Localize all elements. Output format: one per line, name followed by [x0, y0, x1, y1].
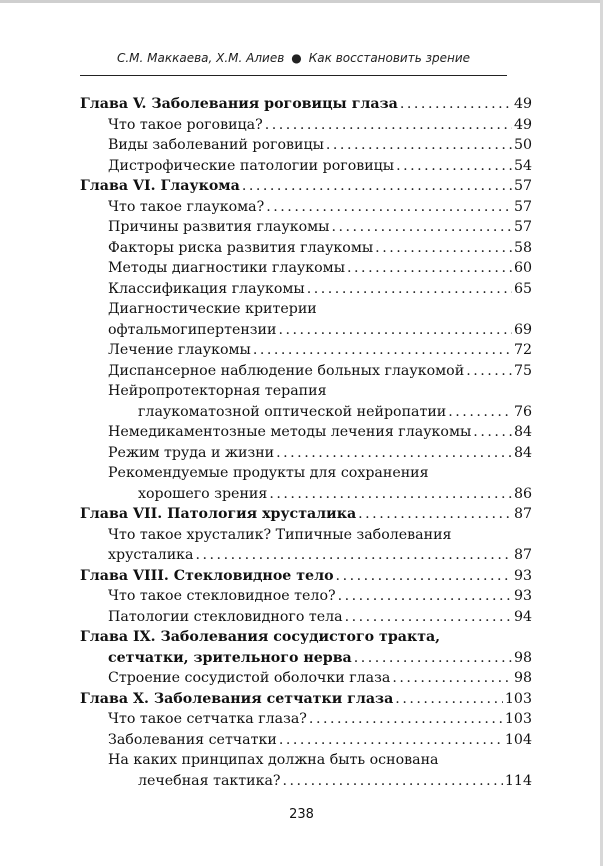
toc-entry — [80, 586, 532, 607]
toc-page-number: 93 — [513, 588, 532, 604]
toc-entry-title: Заболевания сетчатки — [108, 731, 277, 748]
toc-entry — [80, 402, 532, 423]
toc-leader-dots — [473, 422, 512, 443]
toc-page-number: 49 — [513, 116, 532, 133]
toc-page-number: 103 — [504, 711, 532, 727]
toc-entry — [80, 443, 532, 464]
toc-page-number: 75 — [513, 362, 532, 379]
toc-page-number: 54 — [513, 157, 532, 174]
toc-page-number: 58 — [513, 239, 532, 256]
toc-entry — [80, 238, 532, 259]
toc-chapter-entry — [80, 504, 532, 525]
toc-page-number: 57 — [513, 178, 532, 194]
toc-page-number: 50 — [513, 137, 532, 153]
toc-entry — [80, 525, 532, 546]
toc-page-number: 114 — [504, 772, 532, 789]
toc-entry — [80, 771, 532, 792]
toc-leader-dots — [278, 320, 511, 341]
toc-entry-title: Что такое сетчатка глаза? — [108, 711, 307, 727]
toc-chapter-entry — [80, 648, 532, 669]
toc-leader-dots — [338, 586, 512, 607]
toc-entry — [80, 730, 532, 751]
toc-entry-title: Что такое хрусталик? Типичные заболевания — [108, 526, 452, 543]
toc-entry-title: лечебная тактика? — [138, 772, 281, 789]
toc-entry-title: хрусталика — [108, 547, 194, 563]
toc-entry-title: Рекомендуемые продукты для сохранения — [108, 465, 429, 481]
toc-entry-title: Методы диагностики глаукомы — [108, 260, 346, 276]
toc-page-number: 60 — [513, 260, 532, 276]
running-header — [80, 51, 507, 65]
toc-leader-dots — [331, 217, 511, 238]
toc-entry-title: Глава IX. Заболевания сосудистого тракта, — [80, 629, 441, 645]
toc-page-number: 69 — [513, 321, 532, 338]
toc-entry — [80, 381, 532, 402]
toc-entry-title: офтальмогипертензии — [108, 321, 277, 338]
toc-page-number: 65 — [513, 280, 532, 297]
toc-entry — [80, 135, 532, 156]
toc-entry-title: Глава VI. Глаукома — [80, 178, 240, 194]
toc-leader-dots — [345, 607, 512, 628]
header-authors: С.М. Маккаева, Х.М. Алиев — [116, 51, 285, 65]
toc-entry — [80, 545, 532, 566]
header-rule — [80, 75, 507, 76]
toc-entry-title: Классификация глаукомы — [108, 280, 305, 297]
toc-leader-dots — [265, 115, 512, 136]
toc-leader-dots — [354, 648, 512, 669]
toc-leader-dots — [276, 443, 512, 464]
toc-leader-dots — [448, 402, 512, 423]
toc-entry-title: Лечение глаукомы — [108, 342, 251, 358]
toc-entry-title: Виды заболеваний роговицы — [108, 137, 324, 153]
header-book-title: Как восстановить зрение — [308, 51, 471, 65]
toc-entry — [80, 750, 532, 771]
toc-chapter-entry — [80, 94, 532, 115]
toc-entry — [80, 607, 532, 628]
toc-leader-dots — [400, 94, 512, 115]
toc-entry-title: хорошего зрения — [138, 485, 268, 502]
toc-page-number: 93 — [513, 567, 532, 584]
toc-chapter-entry — [80, 689, 532, 710]
toc-entry — [80, 217, 532, 238]
toc-entry — [80, 258, 532, 279]
toc-chapter-entry — [80, 176, 532, 197]
toc-leader-dots — [253, 340, 512, 361]
toc-page-number: 87 — [513, 506, 532, 522]
toc-page-number: 98 — [513, 670, 532, 686]
toc-leader-dots — [283, 771, 503, 792]
toc-entry — [80, 115, 532, 136]
toc-entry-title: На каких принципах должна быть основана — [108, 752, 439, 768]
table-of-contents — [80, 94, 532, 791]
toc-entry-title: Глава VIII. Стекловидное тело — [80, 567, 334, 584]
toc-entry-title: Глава V. Заболевания роговицы глаза — [80, 96, 398, 112]
toc-page-number: 98 — [513, 649, 532, 666]
toc-page-number: 57 — [513, 219, 532, 235]
toc-leader-dots — [266, 197, 512, 218]
toc-entry — [80, 709, 532, 730]
toc-page-number: 57 — [513, 198, 532, 215]
page-number: 238 — [289, 807, 314, 822]
toc-leader-dots — [375, 238, 512, 259]
toc-entry-title: Глава X. Заболевания сетчатки глаза — [80, 690, 394, 707]
toc-entry-title: Факторы риска развития глаукомы — [108, 239, 374, 256]
toc-leader-dots — [395, 689, 503, 710]
toc-leader-dots — [396, 156, 512, 177]
toc-chapter-entry — [80, 627, 532, 648]
toc-entry-title: Что такое роговица? — [108, 116, 263, 133]
toc-leader-dots — [466, 361, 512, 382]
toc-entry — [80, 361, 532, 382]
toc-entry-title: Немедикаментозные методы лечения глаукомы — [108, 424, 472, 440]
toc-page-number: 72 — [513, 342, 532, 358]
toc-entry-title: Дистрофические патологии роговицы — [108, 157, 395, 174]
header-bullet-icon: ● — [291, 51, 302, 65]
toc-page-number: 103 — [504, 690, 532, 707]
toc-entry — [80, 156, 532, 177]
toc-entry — [80, 340, 532, 361]
toc-entry-title: Диагностические критерии — [108, 301, 317, 317]
toc-entry-title: глаукоматозной оптической нейропатии — [138, 403, 447, 420]
toc-page-number: 84 — [513, 444, 532, 461]
toc-page-number: 84 — [513, 424, 532, 440]
toc-page-number: 87 — [513, 547, 532, 563]
toc-entry-title: Режим труда и жизни — [108, 444, 275, 461]
toc-entry-title: Патологии стекловидного тела — [108, 608, 343, 625]
toc-entry — [80, 668, 532, 689]
toc-page-number: 94 — [513, 608, 532, 625]
toc-entry — [80, 279, 532, 300]
toc-leader-dots — [392, 668, 512, 689]
toc-page-number: 76 — [513, 403, 532, 420]
toc-leader-dots — [358, 504, 512, 525]
toc-entry-title: Что такое глаукома? — [108, 198, 265, 215]
toc-page-number: 104 — [504, 731, 532, 748]
toc-entry — [80, 463, 532, 484]
toc-leader-dots — [269, 484, 512, 505]
toc-leader-dots — [307, 279, 512, 300]
toc-leader-dots — [309, 709, 503, 730]
toc-entry — [80, 422, 532, 443]
toc-entry — [80, 299, 532, 320]
toc-entry-title: Причины развития глаукомы — [108, 219, 330, 235]
toc-chapter-entry — [80, 566, 532, 587]
toc-page-number: 86 — [513, 485, 532, 502]
toc-entry-title: Строение сосудистой оболочки глаза — [108, 670, 391, 686]
toc-leader-dots — [326, 135, 512, 156]
toc-entry — [80, 197, 532, 218]
toc-leader-dots — [242, 176, 512, 197]
toc-entry — [80, 320, 532, 341]
toc-entry-title: сетчатки, зрительного нерва — [108, 649, 352, 666]
toc-leader-dots — [279, 730, 503, 751]
toc-entry-title: Глава VII. Патология хрусталика — [80, 506, 357, 522]
toc-page-number: 49 — [513, 96, 532, 112]
toc-entry-title: Диспансерное наблюдение больных глаукомой — [108, 362, 465, 379]
scan-edge-top — [0, 0, 603, 3]
toc-leader-dots — [336, 566, 512, 587]
toc-entry-title: Нейропротекторная терапия — [108, 383, 327, 399]
toc-leader-dots — [195, 545, 511, 566]
toc-leader-dots — [347, 258, 512, 279]
toc-entry — [80, 484, 532, 505]
toc-entry-title: Что такое стекловидное тело? — [108, 588, 336, 604]
